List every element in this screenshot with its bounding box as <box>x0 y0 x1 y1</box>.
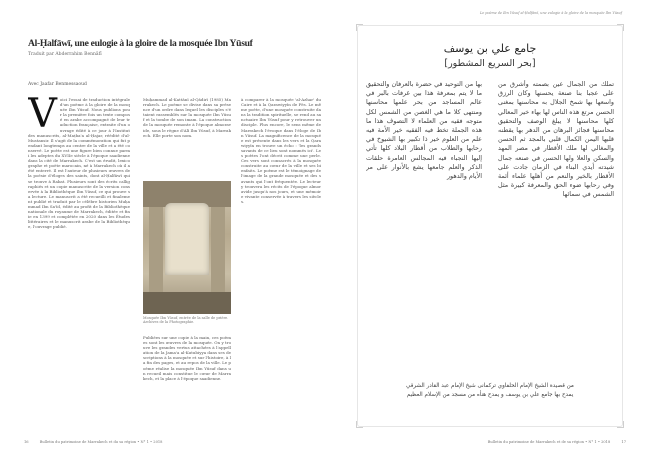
frame-corner-ornament <box>617 24 624 31</box>
mosque-photo <box>143 181 231 314</box>
photo-base <box>143 292 231 314</box>
right-footer-text: Bulletin du patrimoine de Marrakech et de sa région • N° 1 • 2018 <box>487 440 611 444</box>
body-column-2-bottom <box>143 335 231 419</box>
body-text-1: oici l'essai de traduction intégrale d'un poème à la gloire de la mosquée Ibn Yūsuf. Nous publions pour la première fois un texte composé en arabe accompagné de leur traduction française, extraite d'un ouvrage édité à ce jour à l'Institut des manuscrits, al-Maṭba'a al-Ḥajar, réédité d'al-Mustansir. Il s'agit de la commémoration qui fut pendant longtemps au centre de la ville et a été conservé. Le poète est une figure bien connue parmi les adeptes du XVIIe siècle à l'époque saadienne dans la cité de Marrakech. C'est un érudit, lexicographe et poète marocain, né à Marrakech où il a été enterré. Il est l'auteur de plusieurs œuvres de la poésie d'éloges des saints, dont al-Ḥalfāwī qui se trouve à Rabat. Plusieurs sont des écrits calligraphiés et un copie manuscrite de la version conservée à la Bibliothèque Ibn Yūsuf, ce qui prouve sa lecture. Le manuscrit a été recueilli et finalement publié et traduit par le célèbre historien Muḥammad Ibn Sa'īd, édité au profit de la Bibliothèque nationale du royaume de Marrakech, éditée et finie en 1399 et complétée en 2020 dans les Études littéraires et le manuscrit arabe de la Bibliothèque, l'ouvrage publié. <box>28 97 130 230</box>
arabic-colophon-line-1: من قصيدة الشيخ الإمام الحلفاوي تركمانى شيخ الإمام عبد القادر الشرقي <box>406 383 574 389</box>
arabic-poem-meter: [بحر السريع المشطور] <box>444 58 536 69</box>
left-footer <box>24 440 162 444</box>
right-page-number: 17 <box>621 440 626 444</box>
body-text-2b: Publiées sur une copie à la main, ces poèmes sont les œuvres de la mosquée. On y trouve les grandes vertus attachées à l'appellation de la Jama'a al-Kutubiyya dans ses descriptions à la mosquée et sur l'histoire, à la fin des pages, et au repos de la ville. Le poème réalise la mosquée Ibn Yūsuf dans un recueil mais constitue le cœur de Marrakech, et la place à l'époque saadienne. <box>143 335 231 381</box>
body-text-3: à comparer à la mosquée 'al-Azhar' du Caire et à la Qarawiyyīn de Fès. Le même poète, d'une mosquée construite dans la tradition spirituelle, se rend au sanctuaire Ibn Yūsuf pour y retrouver un disciple. Plus encore, le sens même de Marrakech l'évoque dans l'éloge de Ibn Yūsuf. La magnificence de la mosquée est présente dans les vers et la Qarawiyyīn en trouve un écho : 'les grands savants de ce lieu sont nommés ici'. Les poètes l'ont décrit comme une perle. Ces vers sont consacrés à la mosquée construite au cœur de la ville et ses bienfaits. Le poème est le témoignage de l'image de la grande mosquée et des savants qui l'ont fréquentée. Le lecteur y trouvera les récits de l'époque almoravide jusqu'à nos jours, et une mémoire vivante conservée à travers les siècles. <box>241 97 321 204</box>
body-column-3 <box>241 97 321 419</box>
photo-doorway <box>165 203 209 275</box>
left-footer-text: Bulletin du patrimoine de Marrakech et du sa région • N° 1 • 2018 <box>39 440 163 444</box>
arabic-colophon-line-2: يمدح بها جامع علي بن يوسف و يمدح هنأه من مسجد من الإسلام العظيم <box>406 392 574 398</box>
photo-pillar-left <box>149 207 163 297</box>
body-column-1 <box>28 97 130 419</box>
right-page <box>325 0 650 456</box>
arabic-colophon <box>358 382 622 400</box>
frame-corner-ornament <box>356 24 363 31</box>
frame-corner-ornament <box>617 421 624 428</box>
right-footer <box>488 440 626 444</box>
body-column-2-top <box>143 97 231 177</box>
drop-cap: V <box>28 97 57 137</box>
photo-caption: Mosquée Ibn Yūsuf, entrée de la salle de prière. Archives de la Photographie. <box>143 316 229 325</box>
arabic-column-right: تملك من الجمال عين بصمته وأشرق من على عجبا بنا صنعة يحسنها وكان الرزق واسعها بها شمخ الجلال به محاسنها بمغنى الحسن مرتع هذه الناس لها بهاء خير المعالي كلها محاسنها لا يبلغ الوصف والتحقيق محاسنها فجائز البرهان من الدهر بها يقطنه قلبها اليمن الكمال قلبي بالمجد ثم الحسن والمغالي لها ملك الأقطار في مصر المهد والسكن والعلا ولها الحسن في صنعه جمال شيدته أيدي البناء في الزمان جادت على الأقطار بالخير والنعم من أهلها علماء أئمة وفي رحابها ضوء الحق والمعرفة كبيرة مثل الشمس في سمائها <box>498 80 614 199</box>
left-page-number: 16 <box>24 440 29 444</box>
running-header: Le poème de Ibn Yūsuf al-Ḥalfāwī, une eulogie à la gloire de la mosquée Ibn Yūsuf <box>479 11 622 15</box>
photo-pillar-right <box>211 207 225 297</box>
article-subtitle: Traduit par Abderrahim Bennāfī <box>28 52 102 57</box>
arabic-column-left: بها من التوحيد في حضرة بالعرفان والتحقيق ما لا يتم بمعرفة هذا بين غرفات بالبر في عالم المساجد من بحر علمها محاسنها ومنتهى كلا ما هي الغصن من الشمس لكل متوجه فقيه من العلماء لا التصوف هذا ما هذه الجملة تخط فيه الفقيه خير الأمة فيه علم من العلوم خير ذا تكبير بها الشيوخ في رحابها والطلاب من أقطار البلاد كلها تأتي إليها النجباء فيه المجالس العامرة حلقات الذكر والعلم جامعها يشع بالأنوار على مر الأيام والدهور <box>366 80 482 181</box>
article-author: Avec Jaafar Benmessaoud <box>28 82 87 87</box>
body-text-2a: Muḥammad al-Kattānī al-Qādirī (1985) Marrakech. Le poème se divise dans sa présence d'un ordre dans lequel les disciples s'étaient rassemblés sur la mosquée Ibn Yūsuf et la tombe de son imam. La construction de la mosquée remonte à l'époque almoravide, sous le règne d'Alī Ibn Yūsuf, à Marrakech. Elle porte son nom. <box>143 97 231 138</box>
frame-corner-ornament <box>356 421 363 428</box>
article-title: Al-Ḥalfāwī, une eulogie à la gloire de la mosquée Ibn Yūsuf <box>28 38 253 49</box>
poem-frame <box>357 25 623 427</box>
arabic-poem-title: جامع علي بن يوسف <box>443 42 537 55</box>
